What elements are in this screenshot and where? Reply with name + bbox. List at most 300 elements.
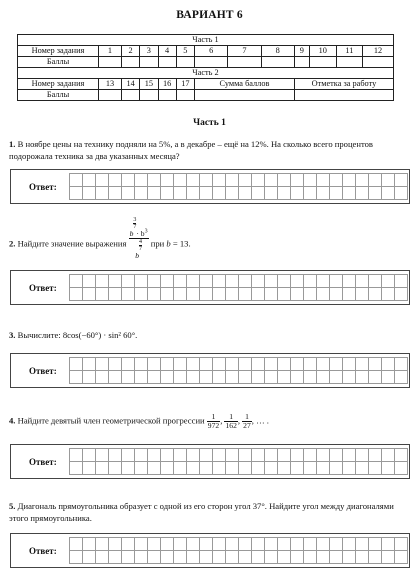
score-cell[interactable] <box>99 90 122 101</box>
answer-cell[interactable] <box>147 550 161 564</box>
answer-cell[interactable] <box>134 274 148 288</box>
answer-cell[interactable] <box>303 357 317 371</box>
answer-cell[interactable] <box>368 461 382 475</box>
answer-cell[interactable] <box>251 186 265 200</box>
answer-cell[interactable] <box>69 461 83 475</box>
answer-cell[interactable] <box>186 370 200 384</box>
answer-cell[interactable] <box>173 186 187 200</box>
answer-cell[interactable] <box>186 274 200 288</box>
answer-cell[interactable] <box>95 287 109 301</box>
answer-cell[interactable] <box>212 537 226 551</box>
answer-cell[interactable] <box>303 550 317 564</box>
answer-cell[interactable] <box>394 357 408 371</box>
answer-cell[interactable] <box>82 461 96 475</box>
answer-cell[interactable] <box>173 550 187 564</box>
answer-cell[interactable] <box>303 370 317 384</box>
answer-cell[interactable] <box>173 370 187 384</box>
task-cell: 17 <box>176 79 194 90</box>
answer-cell[interactable] <box>355 274 369 288</box>
score-cell[interactable] <box>176 90 194 101</box>
answer-cell[interactable] <box>121 461 135 475</box>
score-cell[interactable] <box>363 57 394 68</box>
answer-cell[interactable] <box>316 274 330 288</box>
answer-cell[interactable] <box>69 537 83 551</box>
answer-cell[interactable] <box>82 448 96 462</box>
answer-grid[interactable] <box>69 357 407 383</box>
answer-cell[interactable] <box>329 550 343 564</box>
answer-cell[interactable] <box>329 448 343 462</box>
answer-cell[interactable] <box>381 448 395 462</box>
answer-cell[interactable] <box>277 186 291 200</box>
answer-cell[interactable] <box>355 357 369 371</box>
answer-cell[interactable] <box>147 461 161 475</box>
answer-cell[interactable] <box>160 550 174 564</box>
answer-cell[interactable] <box>147 537 161 551</box>
answer-cell[interactable] <box>160 537 174 551</box>
score-cell[interactable] <box>261 57 294 68</box>
answer-cell[interactable] <box>134 287 148 301</box>
answer-box-3[interactable] <box>10 353 410 388</box>
answer-cell[interactable] <box>264 287 278 301</box>
answer-cell[interactable] <box>147 287 161 301</box>
answer-cell[interactable] <box>82 357 96 371</box>
answer-cell[interactable] <box>368 287 382 301</box>
answer-cell[interactable] <box>342 461 356 475</box>
answer-cell[interactable] <box>147 173 161 187</box>
answer-cell[interactable] <box>264 357 278 371</box>
answer-cell[interactable] <box>264 173 278 187</box>
answer-cell[interactable] <box>264 186 278 200</box>
answer-cell[interactable] <box>95 448 109 462</box>
answer-cell[interactable] <box>121 186 135 200</box>
answer-cell[interactable] <box>290 287 304 301</box>
answer-cell[interactable] <box>95 173 109 187</box>
answer-cell[interactable] <box>69 287 83 301</box>
answer-cell[interactable] <box>394 448 408 462</box>
answer-cell[interactable] <box>69 357 83 371</box>
answer-cell[interactable] <box>82 186 96 200</box>
answer-cell[interactable] <box>212 370 226 384</box>
answer-cell[interactable] <box>368 173 382 187</box>
answer-cell[interactable] <box>394 173 408 187</box>
answer-cell[interactable] <box>316 537 330 551</box>
answer-cell[interactable] <box>199 186 213 200</box>
score-cell[interactable] <box>309 57 336 68</box>
answer-cell[interactable] <box>121 537 135 551</box>
answer-cell[interactable] <box>290 186 304 200</box>
answer-cell[interactable] <box>212 274 226 288</box>
answer-cell[interactable] <box>82 370 96 384</box>
answer-cell[interactable] <box>147 370 161 384</box>
answer-cell[interactable] <box>368 186 382 200</box>
part1-header: Часть 1 <box>18 35 394 46</box>
answer-cell[interactable] <box>82 173 96 187</box>
answer-cell[interactable] <box>277 173 291 187</box>
answer-cell[interactable] <box>381 186 395 200</box>
answer-cell[interactable] <box>290 448 304 462</box>
answer-cell[interactable] <box>303 186 317 200</box>
answer-cell[interactable] <box>342 370 356 384</box>
answer-cell[interactable] <box>212 550 226 564</box>
answer-cell[interactable] <box>394 461 408 475</box>
answer-grid[interactable] <box>69 274 407 300</box>
answer-cell[interactable] <box>134 448 148 462</box>
answer-cell[interactable] <box>355 448 369 462</box>
answer-cell[interactable] <box>342 537 356 551</box>
answer-cell[interactable] <box>238 274 252 288</box>
answer-cell[interactable] <box>225 274 239 288</box>
task-cell: 14 <box>122 79 140 90</box>
answer-box-5[interactable] <box>10 533 410 568</box>
answer-cell[interactable] <box>186 461 200 475</box>
answer-cell[interactable] <box>238 370 252 384</box>
answer-cell[interactable] <box>277 357 291 371</box>
answer-cell[interactable] <box>225 448 239 462</box>
answer-cell[interactable] <box>342 287 356 301</box>
answer-cell[interactable] <box>160 461 174 475</box>
score-cell[interactable] <box>99 57 122 68</box>
answer-cell[interactable] <box>264 448 278 462</box>
answer-cell[interactable] <box>316 287 330 301</box>
answer-cell[interactable] <box>290 357 304 371</box>
answer-cell[interactable] <box>160 357 174 371</box>
answer-cell[interactable] <box>199 274 213 288</box>
answer-cell[interactable] <box>303 287 317 301</box>
answer-cell[interactable] <box>108 537 122 551</box>
answer-cell[interactable] <box>329 173 343 187</box>
answer-cell[interactable] <box>316 357 330 371</box>
answer-cell[interactable] <box>238 537 252 551</box>
answer-cell[interactable] <box>199 173 213 187</box>
answer-cell[interactable] <box>186 537 200 551</box>
answer-cell[interactable] <box>290 550 304 564</box>
score-cell[interactable] <box>158 57 176 68</box>
answer-cell[interactable] <box>173 357 187 371</box>
answer-cell[interactable] <box>355 461 369 475</box>
answer-cell[interactable] <box>147 357 161 371</box>
answer-cell[interactable] <box>225 461 239 475</box>
answer-cell[interactable] <box>381 287 395 301</box>
grade-label: Отметка за работу <box>294 79 393 90</box>
answer-cell[interactable] <box>251 274 265 288</box>
answer-cell[interactable] <box>199 448 213 462</box>
answer-cell[interactable] <box>108 448 122 462</box>
answer-cell[interactable] <box>394 186 408 200</box>
answer-cell[interactable] <box>121 370 135 384</box>
answer-cell[interactable] <box>199 370 213 384</box>
answer-cell[interactable] <box>342 448 356 462</box>
score-cell[interactable] <box>228 57 261 68</box>
answer-cell[interactable] <box>355 537 369 551</box>
answer-cell[interactable] <box>186 550 200 564</box>
answer-cell[interactable] <box>316 550 330 564</box>
answer-cell[interactable] <box>355 287 369 301</box>
answer-cell[interactable] <box>251 287 265 301</box>
answer-grid[interactable] <box>69 537 407 563</box>
answer-cell[interactable] <box>147 448 161 462</box>
answer-cell[interactable] <box>160 186 174 200</box>
answer-cell[interactable] <box>82 550 96 564</box>
answer-cell[interactable] <box>303 173 317 187</box>
answer-cell[interactable] <box>225 186 239 200</box>
question-number: 4. <box>9 415 16 426</box>
answer-cell[interactable] <box>316 370 330 384</box>
answer-cell[interactable] <box>173 287 187 301</box>
answer-box-1[interactable] <box>10 169 410 204</box>
answer-cell[interactable] <box>238 550 252 564</box>
answer-cell[interactable] <box>290 461 304 475</box>
answer-cell[interactable] <box>160 448 174 462</box>
answer-cell[interactable] <box>251 173 265 187</box>
answer-cell[interactable] <box>316 461 330 475</box>
answer-cell[interactable] <box>147 274 161 288</box>
answer-cell[interactable] <box>160 173 174 187</box>
answer-cell[interactable] <box>134 370 148 384</box>
answer-cell[interactable] <box>199 537 213 551</box>
answer-cell[interactable] <box>381 357 395 371</box>
score-cell[interactable] <box>176 57 194 68</box>
answer-cell[interactable] <box>212 186 226 200</box>
answer-cell[interactable] <box>290 537 304 551</box>
answer-cell[interactable] <box>69 173 83 187</box>
answer-cell[interactable] <box>394 370 408 384</box>
answer-cell[interactable] <box>160 370 174 384</box>
answer-cell[interactable] <box>95 537 109 551</box>
answer-cell[interactable] <box>251 448 265 462</box>
answer-cell[interactable] <box>277 370 291 384</box>
answer-cell[interactable] <box>212 287 226 301</box>
answer-cell[interactable] <box>251 537 265 551</box>
score-cell[interactable] <box>122 57 140 68</box>
answer-cell[interactable] <box>251 461 265 475</box>
answer-cell[interactable] <box>134 357 148 371</box>
answer-cell[interactable] <box>173 448 187 462</box>
answer-cell[interactable] <box>277 550 291 564</box>
answer-cell[interactable] <box>108 550 122 564</box>
answer-cell[interactable] <box>251 357 265 371</box>
answer-cell[interactable] <box>95 461 109 475</box>
answer-cell[interactable] <box>121 173 135 187</box>
answer-cell[interactable] <box>121 287 135 301</box>
answer-cell[interactable] <box>264 537 278 551</box>
answer-cell[interactable] <box>238 448 252 462</box>
answer-cell[interactable] <box>108 274 122 288</box>
answer-cell[interactable] <box>69 186 83 200</box>
question-text: Найдите девятый член геометрической прогрессии <box>17 415 205 426</box>
answer-cell[interactable] <box>277 448 291 462</box>
answer-cell[interactable] <box>355 173 369 187</box>
answer-cell[interactable] <box>381 461 395 475</box>
answer-cell[interactable] <box>69 550 83 564</box>
answer-cell[interactable] <box>199 461 213 475</box>
answer-cell[interactable] <box>381 550 395 564</box>
question-number: 2. <box>9 238 16 249</box>
score-cell[interactable] <box>336 57 362 68</box>
answer-cell[interactable] <box>199 550 213 564</box>
answer-cell[interactable] <box>381 173 395 187</box>
answer-cell[interactable] <box>121 357 135 371</box>
answer-cell[interactable] <box>186 186 200 200</box>
answer-cell[interactable] <box>368 370 382 384</box>
answer-cell[interactable] <box>238 287 252 301</box>
answer-cell[interactable] <box>303 537 317 551</box>
answer-cell[interactable] <box>186 357 200 371</box>
answer-box-4[interactable] <box>10 444 410 479</box>
answer-cell[interactable] <box>381 370 395 384</box>
answer-cell[interactable] <box>342 357 356 371</box>
answer-cell[interactable] <box>173 173 187 187</box>
answer-box-2[interactable] <box>10 270 410 305</box>
answer-cell[interactable] <box>186 287 200 301</box>
score-cell[interactable] <box>195 57 228 68</box>
answer-cell[interactable] <box>342 274 356 288</box>
answer-cell[interactable] <box>134 537 148 551</box>
answer-cell[interactable] <box>186 173 200 187</box>
answer-cell[interactable] <box>108 357 122 371</box>
answer-cell[interactable] <box>108 287 122 301</box>
answer-cell[interactable] <box>173 461 187 475</box>
answer-cell[interactable] <box>316 186 330 200</box>
answer-cell[interactable] <box>225 550 239 564</box>
answer-cell[interactable] <box>238 357 252 371</box>
answer-cell[interactable] <box>95 186 109 200</box>
answer-cell[interactable] <box>290 173 304 187</box>
answer-cell[interactable] <box>212 448 226 462</box>
answer-cell[interactable] <box>108 461 122 475</box>
answer-cell[interactable] <box>277 287 291 301</box>
answer-cell[interactable] <box>355 186 369 200</box>
answer-cell[interactable] <box>225 357 239 371</box>
answer-cell[interactable] <box>355 370 369 384</box>
score-cell[interactable] <box>122 90 140 101</box>
sum-cell[interactable] <box>195 90 295 101</box>
answer-cell[interactable] <box>342 173 356 187</box>
answer-cell[interactable] <box>381 537 395 551</box>
answer-cell[interactable] <box>108 173 122 187</box>
answer-cell[interactable] <box>199 357 213 371</box>
score-cell[interactable] <box>294 57 309 68</box>
answer-cell[interactable] <box>212 461 226 475</box>
question-text: Найдите значение выражения <box>17 238 127 249</box>
answer-cell[interactable] <box>95 370 109 384</box>
answer-cell[interactable] <box>121 448 135 462</box>
score-cell[interactable] <box>140 57 158 68</box>
answer-cell[interactable] <box>121 274 135 288</box>
answer-cell[interactable] <box>264 550 278 564</box>
answer-cell[interactable] <box>134 461 148 475</box>
answer-cell[interactable] <box>160 274 174 288</box>
question-4: 4. Найдите девятый член геометрической прогрессии $\frac{1}{972}$ , $\frac{1}{162}$ , $\frac{1}{27}$ , … . <box>9 412 269 430</box>
answer-cell[interactable] <box>173 274 187 288</box>
score-cell[interactable] <box>158 90 176 101</box>
answer-cell[interactable] <box>381 274 395 288</box>
answer-cell[interactable] <box>368 448 382 462</box>
answer-cell[interactable] <box>277 537 291 551</box>
answer-cell[interactable] <box>173 537 187 551</box>
answer-cell[interactable] <box>329 461 343 475</box>
answer-cell[interactable] <box>212 357 226 371</box>
answer-cell[interactable] <box>238 461 252 475</box>
answer-cell[interactable] <box>82 537 96 551</box>
answer-cell[interactable] <box>329 357 343 371</box>
answer-cell[interactable] <box>290 274 304 288</box>
answer-cell[interactable] <box>394 287 408 301</box>
score-label: Баллы <box>18 57 99 68</box>
answer-cell[interactable] <box>121 550 135 564</box>
answer-cell[interactable] <box>134 173 148 187</box>
answer-cell[interactable] <box>316 173 330 187</box>
answer-cell[interactable] <box>394 550 408 564</box>
answer-cell[interactable] <box>186 448 200 462</box>
answer-cell[interactable] <box>303 274 317 288</box>
answer-cell[interactable] <box>251 550 265 564</box>
grade-cell[interactable] <box>294 90 393 101</box>
answer-cell[interactable] <box>238 186 252 200</box>
answer-cell[interactable] <box>225 537 239 551</box>
answer-cell[interactable] <box>225 287 239 301</box>
answer-cell[interactable] <box>329 287 343 301</box>
answer-cell[interactable] <box>368 550 382 564</box>
answer-cell[interactable] <box>329 274 343 288</box>
answer-cell[interactable] <box>134 550 148 564</box>
answer-cell[interactable] <box>82 274 96 288</box>
answer-cell[interactable] <box>303 448 317 462</box>
answer-grid[interactable] <box>69 448 407 474</box>
answer-cell[interactable] <box>225 370 239 384</box>
answer-cell[interactable] <box>95 550 109 564</box>
answer-cell[interactable] <box>329 186 343 200</box>
answer-cell[interactable] <box>212 173 226 187</box>
answer-cell[interactable] <box>199 287 213 301</box>
answer-cell[interactable] <box>69 274 83 288</box>
answer-cell[interactable] <box>303 461 317 475</box>
answer-cell[interactable] <box>329 537 343 551</box>
answer-cell[interactable] <box>108 370 122 384</box>
answer-cell[interactable] <box>368 357 382 371</box>
answer-cell[interactable] <box>69 370 83 384</box>
answer-grid[interactable] <box>69 173 407 199</box>
answer-cell[interactable] <box>290 370 304 384</box>
score-cell[interactable] <box>140 90 158 101</box>
answer-cell[interactable] <box>277 461 291 475</box>
answer-cell[interactable] <box>160 287 174 301</box>
answer-cell[interactable] <box>355 550 369 564</box>
answer-cell[interactable] <box>147 186 161 200</box>
answer-cell[interactable] <box>225 173 239 187</box>
answer-cell[interactable] <box>134 186 148 200</box>
answer-label: Ответ: <box>29 366 57 376</box>
answer-cell[interactable] <box>264 274 278 288</box>
answer-cell[interactable] <box>264 370 278 384</box>
answer-cell[interactable] <box>82 287 96 301</box>
answer-cell[interactable] <box>394 537 408 551</box>
answer-cell[interactable] <box>342 550 356 564</box>
answer-cell[interactable] <box>394 274 408 288</box>
answer-cell[interactable] <box>277 274 291 288</box>
answer-cell[interactable] <box>238 173 252 187</box>
answer-cell[interactable] <box>368 537 382 551</box>
answer-cell[interactable] <box>264 461 278 475</box>
answer-cell[interactable] <box>95 357 109 371</box>
answer-cell[interactable] <box>316 448 330 462</box>
answer-cell[interactable] <box>108 186 122 200</box>
answer-cell[interactable] <box>251 370 265 384</box>
answer-cell[interactable] <box>368 274 382 288</box>
answer-cell[interactable] <box>342 186 356 200</box>
answer-cell[interactable] <box>95 274 109 288</box>
answer-cell[interactable] <box>329 370 343 384</box>
answer-cell[interactable] <box>69 448 83 462</box>
